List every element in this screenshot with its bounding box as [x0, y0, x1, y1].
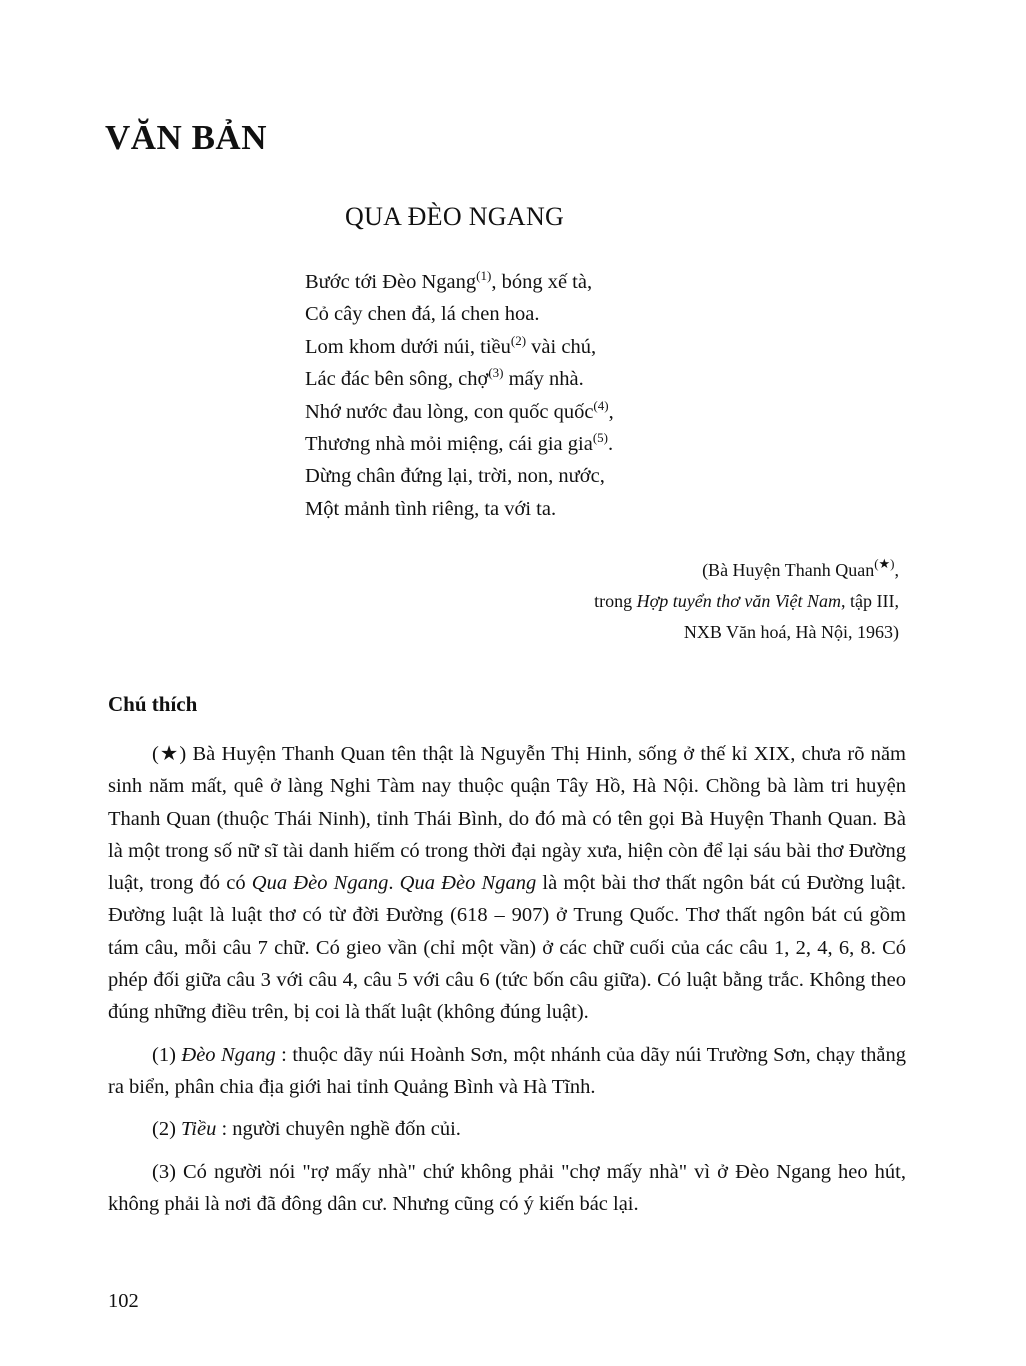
poem-line: Cỏ cây chen đá, lá chen hoa.: [305, 303, 540, 326]
poem-line: Dừng chân đứng lại, trời, non, nước,: [305, 465, 605, 488]
section-heading: VĂN BẢN: [105, 118, 267, 157]
citation-author: (Bà Huyện Thanh Quan(★),: [702, 556, 899, 580]
poem-body: [305, 266, 614, 525]
poem-line: Nhớ nước đau lòng, con quốc quốc$^{(4)}$,: [305, 397, 614, 423]
poem-line: Lom khom dưới núi, tiều$^{(2)}$ vài chú,: [305, 332, 597, 358]
footnote-ref: (★): [874, 556, 895, 571]
note-1: (1) Đèo Ngang : thuộc dãy núi Hoành Sơn, một nhánh của dãy núi Trường Sơn, chạy thẳng ra biển, phân chia địa giới hai tỉnh Quảng Bình và Hà Tĩnh.: [108, 1043, 907, 1098]
footnote-ref: (4): [593, 397, 609, 413]
notes-heading: Chú thích: [108, 692, 198, 716]
poem-line: Bước tới Đèo Ngang$^{(1)}$, bóng xế tà,: [305, 268, 593, 293]
poem-line: Thương nhà mỏi miệng, cái gia gia$^{(5)}$.: [305, 430, 614, 456]
citation-source: trong Hợp tuyển thơ văn Việt Nam, tập III,: [594, 591, 899, 611]
citation-publisher: NXB Văn hoá, Hà Nội, 1963): [683, 622, 899, 642]
poem-line: Lác đác bên sông, chợ$^{(3)}$ mấy nhà.: [305, 365, 584, 391]
notes-body: [108, 738, 906, 1230]
page-number: 102: [108, 1290, 139, 1312]
poem-citation: [594, 555, 899, 648]
note-3: (3) Có người nói "rợ mấy nhà" chứ không phải "chợ mấy nhà" vì ở Đèo Ngang heo hút, không phải là nơi đã đông dân cư. Nhưng cũng có ý kiến bác lại.: [108, 1160, 906, 1215]
footnote-ref: (5): [592, 430, 608, 446]
footnote-ref: (1): [476, 268, 492, 283]
note-author: (★) Bà Huyện Thanh Quan tên thật là Nguyễn Thị Hinh, sống ở thế kỉ XIX, chưa rõ năm sinh năm mất, quê ở làng Nghi Tàm nay thuộc quận Tây Hồ, Hà Nội. Chồng bà làm tri huyện Thanh Quan (thuộc Thái Ninh), tỉnh Thái Bình, do đó mà có tên gọi Bà Huyện Thanh Quan. Bà là một trong số nữ sĩ tài danh hiếm có trong thời đại ngày xưa, hiện còn để lại sáu bài thơ Đường luật, trong đó có Qua Đèo Ngang. Qua Đèo Ngang là một bài thơ thất ngôn bát cú Đường luật. Đường luật là luật thơ có từ đời Đường (618 – 907) ở Trung Quốc. Thơ thất ngôn bát cú gồm tám câu, mỗi câu 7 chữ. Có gieo vần (chỉ một vần) ở các chữ cuối của các câu 1, 2, 4, 6, 8. Có phép đối giữa câu 3 với câu 4, câu 5 với câu 6 (tức bốn câu giữa). Có luật bằng trắc. Không theo đúng những điều trên, bị coi là thất luật (không đúng luật).: [108, 743, 906, 1024]
poem-line: Một mảnh tình riêng, ta với ta.: [305, 497, 557, 520]
note-2: (2) Tiều : người chuyên nghề đốn củi.: [152, 1118, 461, 1141]
footnote-ref: (2): [510, 332, 527, 348]
footnote-ref: (3): [488, 365, 504, 381]
poem-title: QUA ĐÈO NGANG: [345, 202, 565, 231]
